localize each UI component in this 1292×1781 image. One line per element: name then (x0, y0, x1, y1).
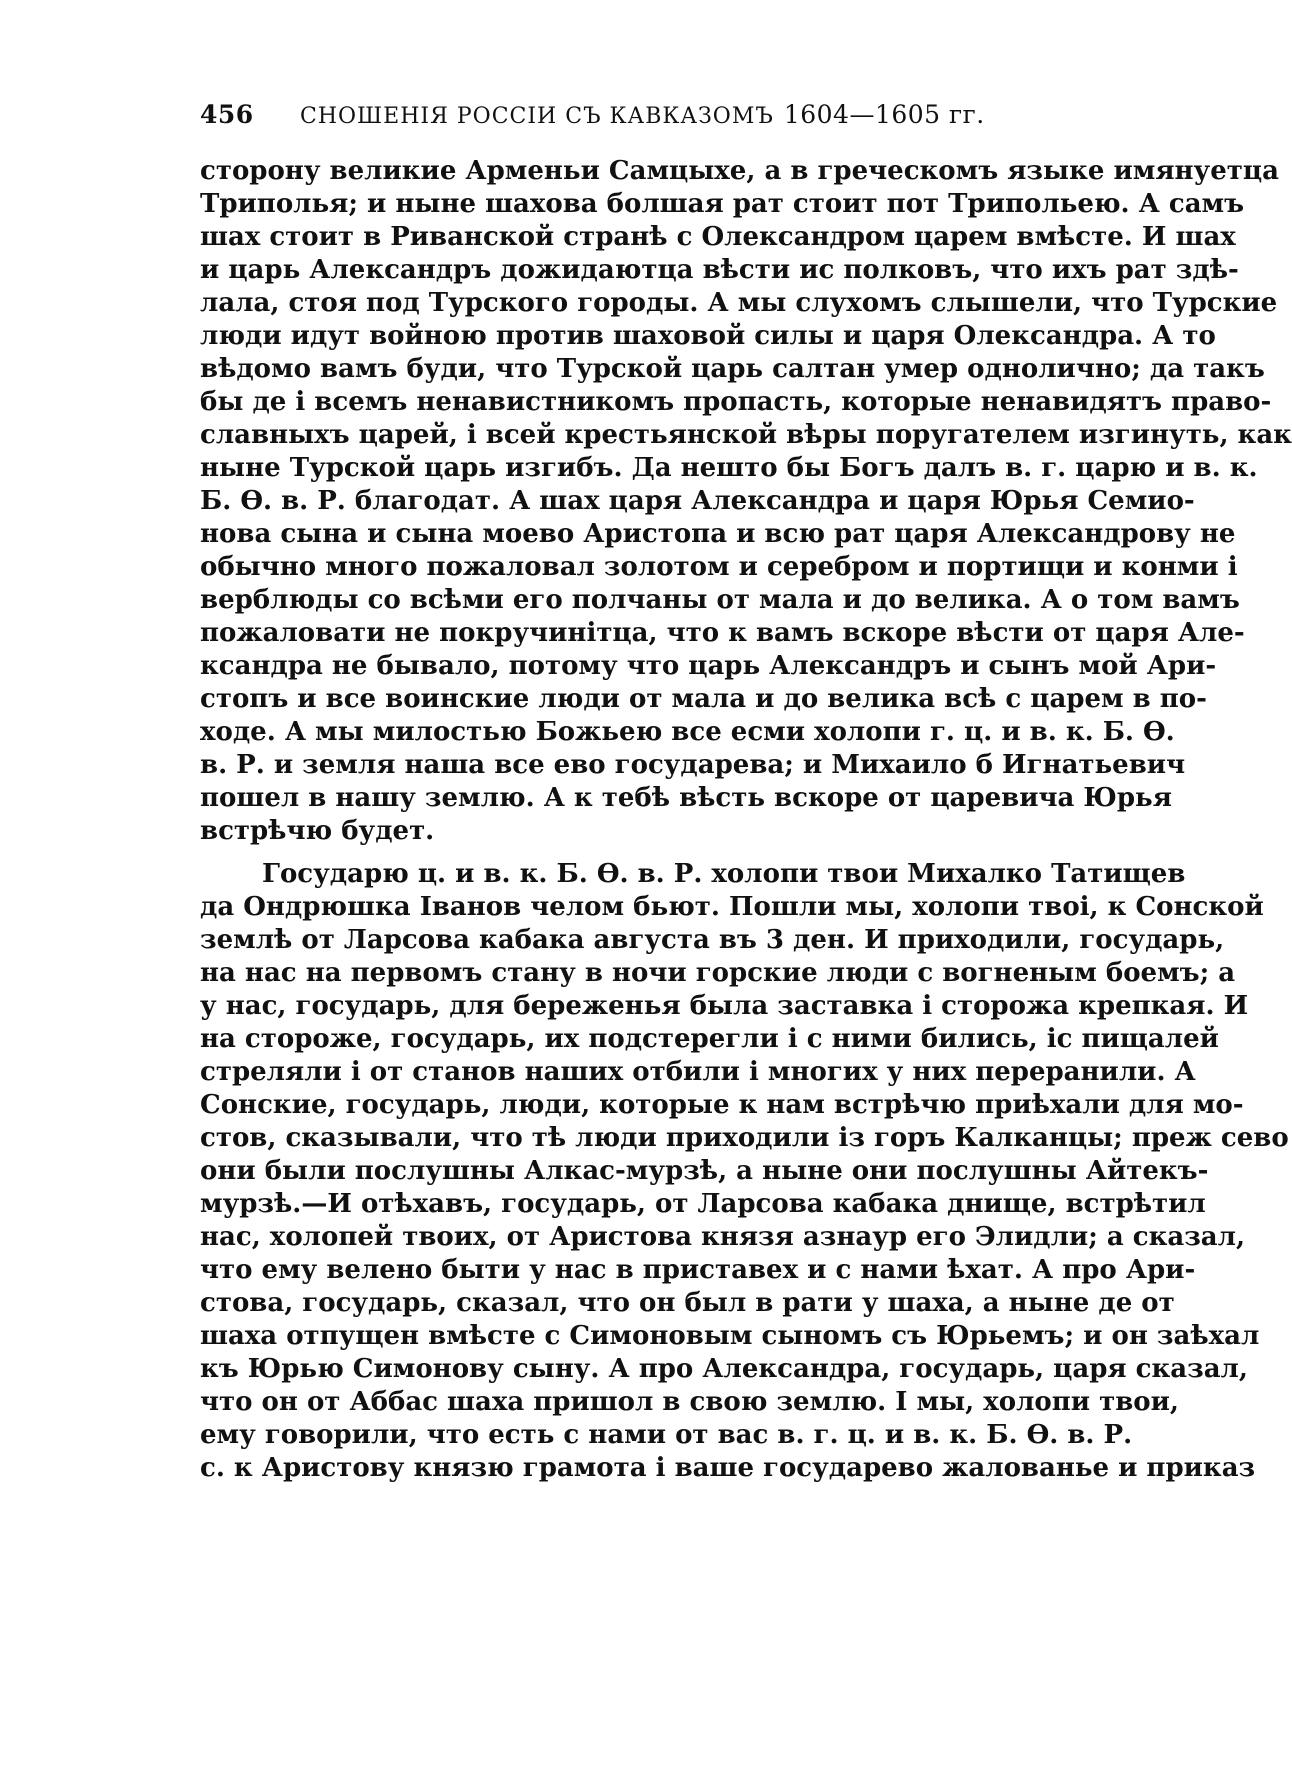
text-line: Триполья; и ныне шахова болшая рат стоит пот Трипольею. А самъ (200, 189, 1245, 219)
text-line: обычно много пожаловал золотом и серебром и портищи и конми і (200, 552, 1238, 582)
text-line: что ему велено быти у нас в приставех и с нами ѣхат. А про Ари- (200, 1255, 1196, 1285)
text-line: къ Юрью Симонову сыну. А про Александра, государь, царя сказал, (200, 1354, 1248, 1384)
text-line: землѣ от Ларсова кабака августа въ 3 ден. И приходили, государь, (200, 925, 1225, 955)
text-line: они были послушны Алкас-мурзѣ, а ныне они послушны Айтекъ- (200, 1156, 1209, 1186)
text-line: мурзѣ.—И отѣхавъ, государь, от Ларсова кабака днище, встрѣтил (200, 1189, 1206, 1219)
text-line: стреляли і от станов наших отбили і многих у них переранили. А (200, 1057, 1196, 1087)
text-line: с. к Аристову князю грамота і ваше государево жалованье и приказ (200, 1453, 1256, 1483)
text-line: и царь Александръ дожидаютца вѣсти ис полковъ, что ихъ рат здѣ- (200, 255, 1239, 285)
text-line: ему говорили, что есть с нами от вас в. г. ц. и в. к. Б. Ѳ. в. Р. (200, 1420, 1133, 1450)
text-line: ныне Турской царь изгибъ. Да нешто бы Богъ далъ в. г. царю и в. к. (200, 453, 1258, 483)
running-head-years: 1604—1605 гг. (783, 100, 985, 129)
text-line: в. Р. и земля наша все ево государева; и Михаило б Игнатьевич (200, 750, 1186, 780)
text-line: Сонские, государь, люди, которые к нам встрѣчю приѣхали для мо- (200, 1090, 1244, 1120)
text-line: встрѣчю будет. (200, 816, 435, 846)
text-line: стопъ и все воинские люди от мала и до велика всѣ с царем в по- (200, 684, 1207, 714)
text-line: верблюды со всѣми его полчаны от мала и до велика. А о том вамъ (200, 585, 1240, 615)
paragraph-gap (200, 848, 1066, 858)
text-line: Б. Ѳ. в. Р. благодат. А шах царя Александра и царя Юрья Семио- (200, 486, 1195, 516)
page-number: 456 (200, 100, 254, 129)
running-head: СНОШЕНІЯ РОССІИ СЪ КАВКАЗОМЪ (300, 104, 774, 129)
text-line: у нас, государь, для береженья была заставка і сторожа крепкая. И (200, 991, 1249, 1021)
text-line: нас, холопей твоих, от Аристова князя азнаур его Элидли; а сказал, (200, 1222, 1246, 1252)
text-line: люди идут войною против шаховой силы и царя Олександра. А то (200, 321, 1216, 351)
paragraph-2 (200, 858, 1289, 1485)
text-line: на нас на первомъ стану в ночи горские люди с вогненым боемъ; а (200, 958, 1236, 988)
text-line: вѣдомо вамъ буди, что Турской царь салтан умер однолично; да такъ (200, 354, 1265, 384)
text-line: лала, стоя под Турского городы. А мы слухомъ слышели, что Турские (200, 288, 1278, 318)
text-line: ксандра не бывало, потому что царь Александръ и сынъ мой Ари- (200, 651, 1217, 681)
text-line: шаха отпущен вмѣсте с Симоновым сыномъ съ Юрьемъ; и он заѣхал (200, 1321, 1260, 1351)
text-line: Государю ц. и в. к. Б. Ѳ. в. Р. холопи твои Михалко Татищев (262, 859, 1186, 889)
page-body (200, 155, 1292, 1485)
page-header (200, 100, 1066, 140)
text-line: ходе. А мы милостью Божьею все есми холопи г. ц. и в. к. Б. Ѳ. (200, 717, 1175, 747)
paragraph-1 (200, 155, 1292, 848)
text-line: шах стоит в Риванской странѣ с Олександром царем вмѣсте. И шах (200, 222, 1236, 252)
text-line: сторону великие Арменьи Самцыхе, а в греческомъ языке имянуетца (200, 156, 1279, 186)
text-line: что он от Аббас шаха пришол в свою землю. І мы, холопи твои, (200, 1387, 1179, 1417)
text-line: да Ондрюшка Іванов челом бьют. Пошли мы, холопи твоі, к Сонской (200, 892, 1264, 922)
text-line: пошел в нашу землю. А к тебѣ вѣсть вскоре от царевича Юрья (200, 783, 1172, 813)
text-line: бы де і всемъ ненавистникомъ пропасть, которые ненавидятъ право- (200, 387, 1272, 417)
text-line: стов, сказывали, что тѣ люди приходили із горъ Калканцы; преж сево (200, 1123, 1289, 1153)
text-line: славныхъ царей, і всей крестьянской вѣры поругателем изгинуть, как (200, 420, 1292, 450)
text-line: стова, государь, сказал, что он был в рати у шаха, а ныне де от (200, 1288, 1175, 1318)
text-line: нова сына и сына моево Аристопа и всю рат царя Александрову не (200, 519, 1236, 549)
text-line: на стороже, государь, их подстерегли і с ними бились, іс пищалей (200, 1024, 1219, 1054)
text-line: пожаловати не покручинітца, что к вамъ вскоре вѣсти от царя Але- (200, 618, 1245, 648)
